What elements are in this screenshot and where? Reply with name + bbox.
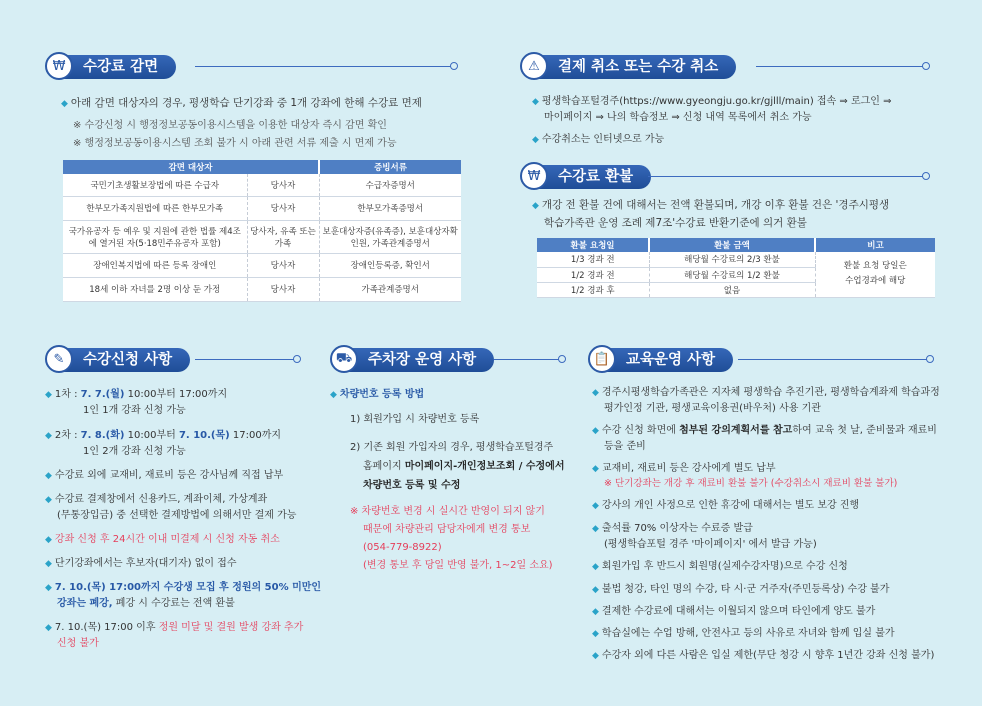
bullet-text: ◆ 강사의 개인 사정으로 인한 휴강에 대해서는 별도 보강 진행	[592, 500, 860, 511]
intro-text: ◆ 아래 감면 대상자의 경우, 평생학습 단기강좌 중 1개 강좌에 한해 수강료 면제	[61, 97, 422, 109]
bullet-text: ◆ 7. 10.(목) 17:00 이후 정원 미달 및 결원 발생 강좌 추가	[45, 622, 304, 633]
table-cell: 당사자	[247, 253, 319, 277]
schedule-1: ◆ 1차 : 7. 7.(월) 10:00부터 17:00까지	[45, 389, 228, 400]
schedule-1-limit: 1인 1개 강좌 신청 가능	[83, 405, 186, 416]
bullet-text: ◆ 교재비, 재료비 등은 강사에게 별도 납부	[592, 463, 776, 474]
table-header: 감면 대상자	[63, 160, 319, 174]
table-cell: 국민기초생활보장법에 따른 수급자	[63, 174, 247, 196]
section-header	[330, 345, 575, 375]
bullet-text: ◆ 수강취소는 인터넷으로 가능	[532, 134, 665, 145]
bullet-text: ◆ 결제한 수강료에 대해서는 이월되지 않으며 타인에게 양도 불가	[592, 606, 876, 617]
divider-line	[648, 176, 924, 177]
divider-dot	[922, 172, 930, 180]
divider-dot	[558, 355, 566, 363]
bullet-text: ◆ 평생학습포털경주(https://www.gyeongju.go.kr/gjlll/main) 접속 ⇒ 로그인 ⇒	[532, 96, 892, 107]
table-cell: 없음	[649, 282, 815, 297]
table-cell: 한부모가족증명서	[319, 196, 461, 220]
warning-icon: ⚠	[520, 52, 548, 80]
note-text: 때문에 차량관리 담당자에게 변경 통보	[363, 524, 531, 535]
section-header	[588, 345, 943, 375]
table-cell: 18세 이하 자녀를 2명 이상 둔 가정	[63, 277, 247, 301]
bullet-text-warning: ◆ 강좌 신청 후 24시간 이내 미결제 시 신청 자동 취소	[45, 534, 280, 545]
bullet-text: ◆ 회원가입 후 반드시 회원명(실제수강자명)으로 수강 신청	[592, 561, 848, 572]
item-text: 2) 기존 회원 가입자의 경우, 평생학습포털경주	[350, 442, 554, 453]
table-cell: 당사자	[247, 174, 319, 196]
table-cell: 해당월 수강료의 1/2 환불	[649, 267, 815, 282]
car-icon: ⛟	[330, 345, 358, 373]
divider-line	[756, 66, 924, 67]
table-cell: 국가유공자 등 예우 및 지원에 관한 법률 제4조에 열거된 자(5·18민주유공자 포함)	[63, 220, 247, 253]
section-fee-reduction	[45, 52, 465, 149]
pencil-icon: ✎	[45, 345, 73, 373]
bullet-text-cont: (평생학습포털 경주 '마이페이지' 에서 발급 가능)	[604, 539, 817, 550]
note-text: (변경 통보 후 당일 반영 불가, 1~2일 소요)	[363, 560, 553, 571]
bullet-text-cont: 등을 준비	[604, 441, 646, 452]
clipboard-icon: 📋	[588, 345, 616, 373]
table-cell-remark: 환불 요청 당일은 수업경과에 해당	[815, 252, 935, 297]
bullet-text: ◆ 수강료 외에 교재비, 재료비 등은 강사님께 직접 납부	[45, 470, 284, 481]
section-title: 수강신청 사항	[63, 348, 190, 372]
table-cell: 장애인등록증, 확인서	[319, 253, 461, 277]
reduction-table	[63, 160, 461, 302]
refund-table	[537, 238, 935, 298]
bullet-text: ◆ 출석률 70% 이상자는 수료증 발급	[592, 523, 753, 534]
table-cell: 해당월 수강료의 2/3 환불	[649, 252, 815, 267]
note-phone: (054-779-8922)	[363, 542, 442, 553]
table-cell: 당사자	[247, 196, 319, 220]
item-text: 1) 회원가입 시 차량번호 등록	[350, 414, 480, 425]
section-title: 수강료 환불	[538, 165, 651, 189]
bullet-text: ◆ 수강자 외에 다른 사람은 입실 제한(무단 청강 시 향후 1년간 강좌 신청 불가)	[592, 650, 935, 661]
item-text-cont: 홈페이지 마이페이지-개인정보조회 / 수정에서	[363, 461, 565, 472]
table-cell: 수급자증명서	[319, 174, 461, 196]
bullet-text: ◆ 단기강좌에서는 후보자(대기자) 없이 접수	[45, 558, 237, 569]
bullet-text: ◆ 수강 신청 화면에 첨부된 강의계획서를 참고하여 교육 첫 날, 준비물과 재료비	[592, 425, 937, 436]
table-cell: 당사자	[247, 277, 319, 301]
bullet-text-highlight: ◆ 7. 10.(목) 17:00까지 수강생 모집 후 정원의 50% 미만인	[45, 582, 322, 593]
section-refund	[520, 162, 940, 229]
item-text-cont: 차량번호 등록 및 수정	[363, 480, 461, 491]
schedule-2-limit: 1인 2개 강좌 신청 가능	[83, 446, 186, 457]
note-text: ※ 행정정보공동이용시스템 조회 불가 시 아래 관련 서류 제출 시 면제 가능	[73, 138, 397, 149]
table-cell: 보훈대상자증(유족증), 보훈대상자확인원, 가족관계증명서	[319, 220, 461, 253]
table-header: 환불 요청일	[537, 238, 649, 252]
divider-line	[195, 359, 295, 360]
bullet-text-cont: (무통장입금) 중 선택한 결제방법에 의해서만 결제 가능	[57, 510, 297, 521]
table-cell: 가족관계증명서	[319, 277, 461, 301]
bullet-text-cont: 평가인정 기관, 평생교육이용권(바우처) 사용 기관	[604, 403, 821, 414]
table-header: 환불 금액	[649, 238, 815, 252]
section-header	[520, 162, 940, 192]
section-header	[45, 345, 315, 375]
schedule-2: ◆ 2차 : 7. 8.(화) 10:00부터 7. 10.(목) 17:00까지	[45, 430, 282, 441]
table-cell: 1/2 경과 전	[537, 267, 649, 282]
bullet-text-cont: 마이페이지 ⇒ 나의 학습정보 ⇒ 신청 내역 목록에서 취소 가능	[544, 112, 812, 123]
section-title: 수강료 감면	[63, 55, 176, 79]
section-operation	[588, 345, 943, 661]
table-header: 증빙서류	[319, 160, 461, 174]
table-cell: 1/3 경과 전	[537, 252, 649, 267]
bullet-text-cont: 학습가족관 운영 조례 제7조'수강료 반환기준에 의거 환불	[544, 217, 807, 229]
table-header: 비고	[815, 238, 935, 252]
divider-line	[494, 359, 560, 360]
bullet-text: ◆ 학습실에는 수업 방해, 안전사고 등의 사유로 자녀와 함께 입실 불가	[592, 628, 895, 639]
bullet-text: ◆ 불법 청강, 타인 명의 수강, 타 시·군 거주자(주민등록상) 수강 불가	[592, 584, 890, 595]
section-header	[45, 52, 465, 82]
bullet-text: ◆ 수강료 결제창에서 신용카드, 계좌이체, 가상계좌	[45, 494, 268, 505]
section-title: 교육운영 사항	[606, 348, 733, 372]
bullet-text-cont: 신청 불가	[57, 638, 99, 649]
divider-dot	[293, 355, 301, 363]
divider-line	[738, 359, 928, 360]
divider-line	[195, 66, 452, 67]
table-cell: 장애인복지법에 따른 등록 장애인	[63, 253, 247, 277]
bullet-text: ◆ 차량번호 등록 방법	[330, 389, 425, 400]
section-registration	[45, 345, 322, 649]
table-cell: 1/2 경과 후	[537, 282, 649, 297]
section-parking	[330, 345, 575, 571]
section-header	[520, 52, 940, 82]
coin-icon: ₩	[520, 162, 548, 190]
note-text: ※ 차량번호 변경 시 실시간 반영이 되지 않기	[350, 506, 545, 517]
table-cell: 한부모가족지원법에 따른 한부모가족	[63, 196, 247, 220]
divider-dot	[926, 355, 934, 363]
bullet-text: ◆ 경주시평생학습가족관은 지자체 평생학습 추진기관, 평생학습계좌제 학습과정	[592, 387, 940, 398]
section-title: 결제 취소 또는 수강 취소	[538, 55, 736, 79]
bullet-text-cont: 강좌는 폐강, 폐강 시 수강료는 전액 환불	[57, 598, 235, 609]
section-cancel	[520, 52, 940, 145]
table-cell: 당사자, 유족 또는 가족	[247, 220, 319, 253]
divider-dot	[450, 62, 458, 70]
bullet-text: ◆ 개강 전 환불 건에 대해서는 전액 환불되며, 개강 이후 환불 건은 '경주시평생	[532, 199, 890, 211]
divider-dot	[922, 62, 930, 70]
note-text: ※ 수강신청 시 행정정보공동이용시스템을 이용한 대상자 즉시 감면 확인	[73, 120, 387, 131]
section-title: 주차장 운영 사항	[348, 348, 494, 372]
coin-icon: ₩	[45, 52, 73, 80]
note-text: ※ 단기강좌는 개강 후 재료비 환불 불가 (수강취소시 재료비 환불 불가)	[604, 478, 898, 489]
